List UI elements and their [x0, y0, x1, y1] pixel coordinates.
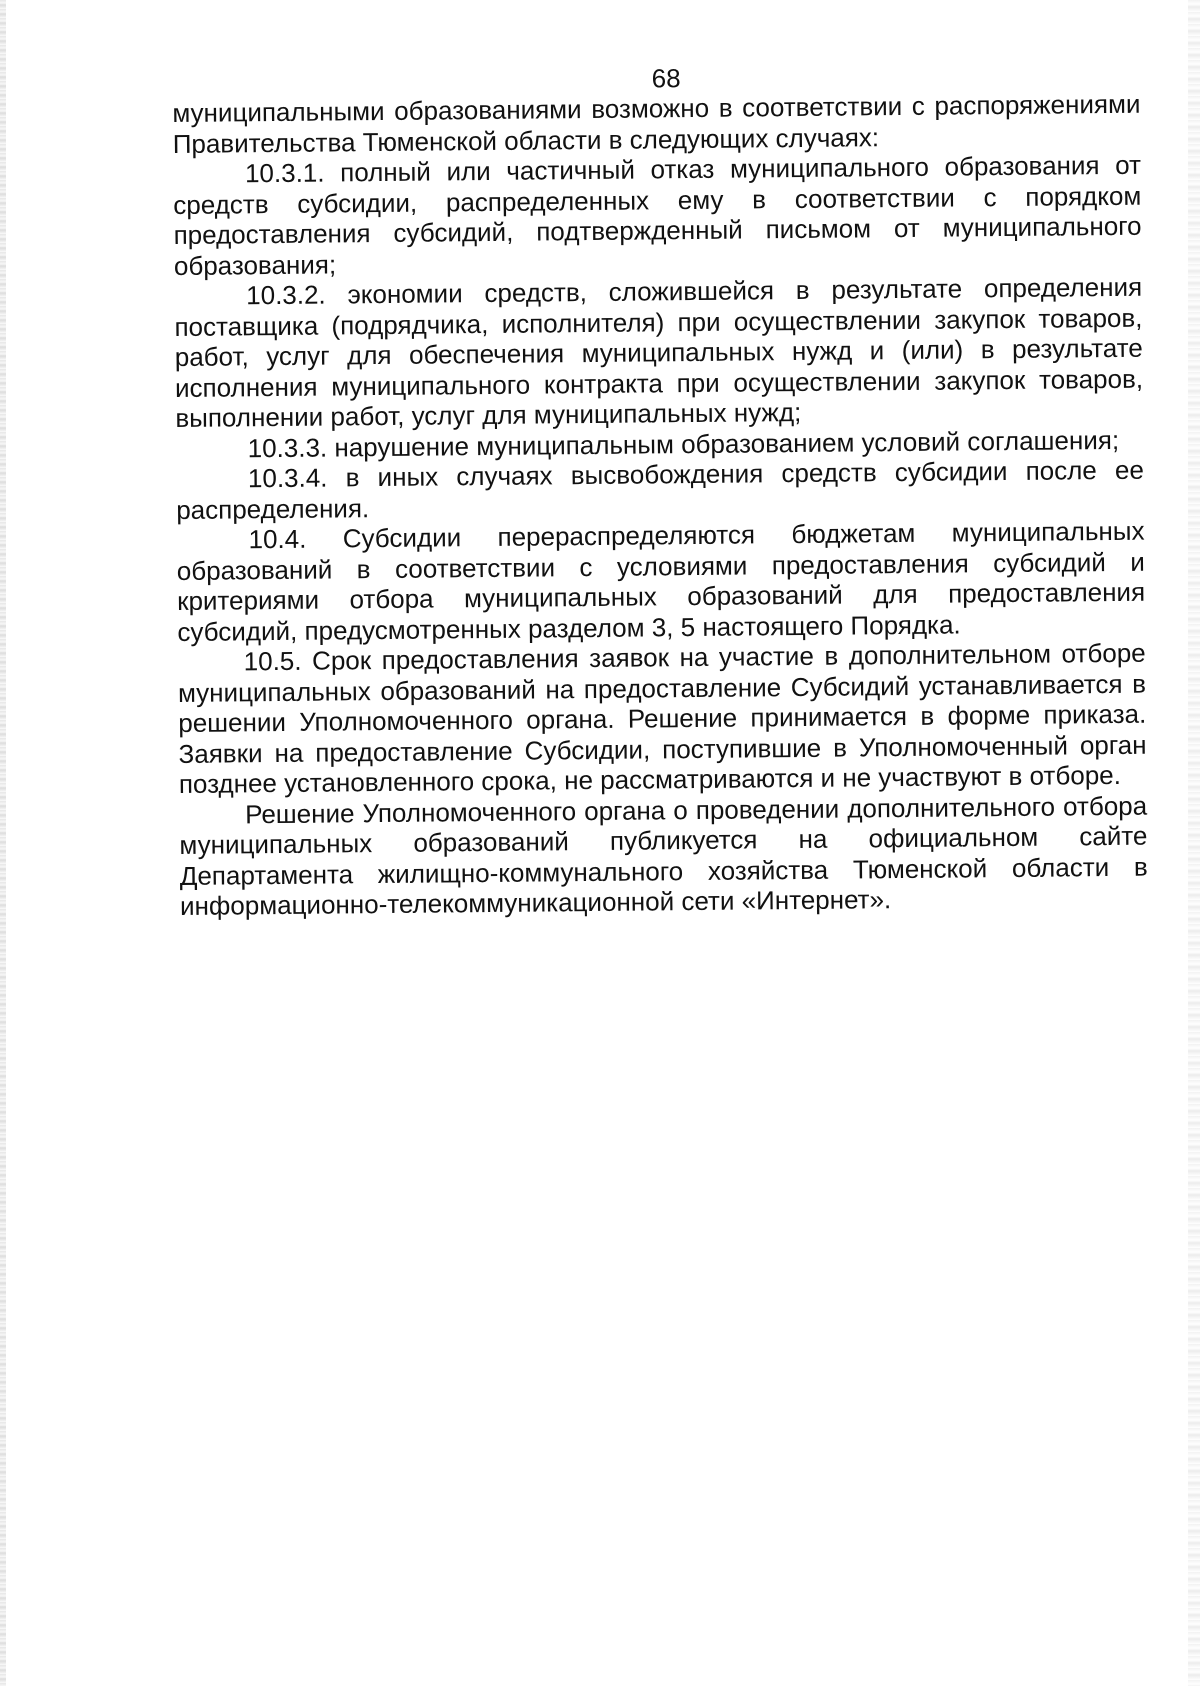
paragraph-10-3-1: 10.3.1. полный или частичный отказ муниципального образования от средств субсидии, распределенных ему в соответствии с порядком предоставления субсидий, подтвержденный письмом от муниципального образования; — [173, 149, 1142, 281]
paragraph-10-3-4: 10.3.4. в иных случаях высвобождения средств субсидии после ее распределения. — [176, 454, 1145, 525]
paragraph-10-4: 10.4. Субсидии перераспределяются бюджетам муниципальных образований в соответствии с условиями предоставления субсидий и критериями отбора муниципальных образований для предоставления субсидий, предусмотренных разделом 3, 5 настоящего Порядка. — [176, 515, 1146, 647]
paragraph-10-3-2: 10.3.2. экономии средств, сложившейся в результате определения поставщика (подрядчика, исполнителя) при осуществлении закупок товаров, работ, услуг для обеспечения муниципальных нужд и (или) в результате исполнения муниципального контракта при осуществлении закупок товаров, выполнении работ, услуг для муниципальных нужд; — [174, 271, 1144, 433]
paragraph-10-3-3: 10.3.3. нарушение муниципальным образованием условий соглашения; — [247, 424, 1120, 463]
scan-edge-left — [0, 0, 6, 1686]
document-page — [172, 59, 1148, 922]
paragraph-intro-continuation: муниципальными образованиями возможно в соответствии с распоряжениями Правительства Тюменской области в следующих случаях: — [172, 88, 1141, 159]
paragraph-decision-publication: Решение Уполномоченного органа о проведении дополнительного отбора муниципальных образований публикуется на официальном сайте Департамента жилищно-коммунального хозяйства Тюменской области в информационно-телекоммуникационной сети «Интернет». — [179, 790, 1148, 921]
page-number: 68 — [651, 63, 681, 94]
scan-edge-right — [1188, 0, 1200, 1686]
paragraph-10-5: 10.5. Срок предоставления заявок на участие в дополнительном отборе муниципальных образований на предоставление Субсидий устанавливается в решении Уполномоченного органа. Решение принимается в форме приказа. Заявки на предоставление Субсидии, поступившие в Уполномоченный орган позднее установленного срока, не рассматриваются и не участвуют в отборе. — [177, 637, 1147, 799]
